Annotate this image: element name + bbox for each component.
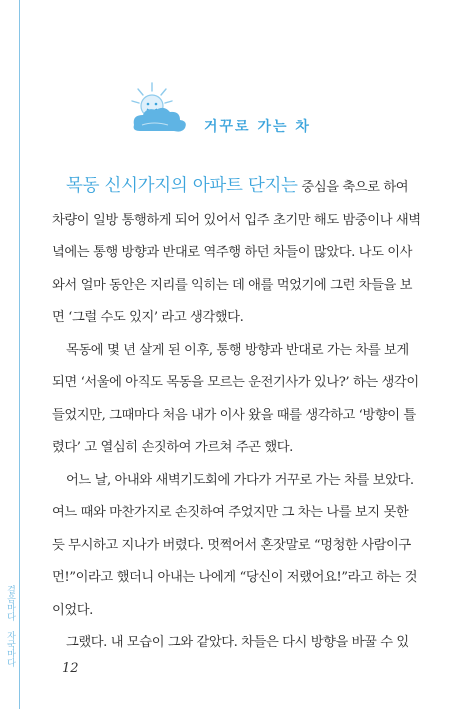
- paragraph-line: 그랬다. 내 모습이 그와 같았다. 차들은 다시 방향을 바꿀 수 있: [66, 635, 409, 650]
- paragraph-line: 먼!”이라고 했더니 아내는 나에게 “당신이 저랬어요!”라고 하는 것: [52, 570, 418, 585]
- paragraph-line: 목동 신시가지의 아파트 단지는 중심을 축으로 하여: [66, 176, 409, 196]
- paragraph-line: 와서 얼마 동안은 지리를 익히는 데 애를 먹었기에 그런 차들을 보: [52, 277, 413, 293]
- book-title-vertical: 걸음마다 자국마다: [5, 585, 15, 667]
- body-text: [52, 170, 456, 660]
- paragraph-line: 녘에는 통행 방향과 반대로 역주행 하던 차들이 많았다. 나도 이사: [52, 245, 413, 260]
- paragraph-line: 이었다.: [52, 602, 93, 618]
- paragraph-line: 면 ‘그럴 수도 있지’ 라고 생각했다.: [52, 310, 244, 325]
- paragraph-line: 듯 무시하고 지나가 버렸다. 멋쩍어서 혼잣말로 “멍청한 사람이구: [52, 537, 411, 553]
- left-margin-rule: [19, 0, 20, 709]
- page-number: 12: [62, 661, 79, 676]
- paragraph-line: 차량이 일방 통행하게 되어 있어서 입주 초기만 해도 밤중이나 새벽: [52, 212, 421, 228]
- paragraph-line: 렸다’ 고 열심히 손짓하여 가르쳐 주곤 했다.: [52, 440, 293, 455]
- chapter-header: [124, 79, 354, 145]
- paragraph-line: 여느 때와 마찬가지로 손짓하여 주었지만 그 차는 나를 보지 못한: [52, 505, 409, 520]
- lead-phrase: 목동 신시가지의 아파트 단지는: [66, 176, 298, 196]
- sun-cloud-icon: [124, 79, 204, 139]
- paragraph-line: 되면 ‘서울에 아직도 목동을 모르는 운전기사가 있나?’ 하는 생각이: [52, 375, 419, 390]
- paragraph-line: 어느 날, 아내와 새벽기도회에 가다가 거꾸로 가는 차를 보았다.: [66, 472, 414, 488]
- paragraph-line: 들었지만, 그때마다 처음 내가 이사 왔을 때를 생각하고 ‘방향이 틀: [52, 407, 416, 423]
- chapter-title: 거꾸로 가는 차: [204, 119, 311, 135]
- paragraph-line: 목동에 몇 년 살게 된 이후, 통행 방향과 반대로 가는 차를 보게: [66, 342, 409, 358]
